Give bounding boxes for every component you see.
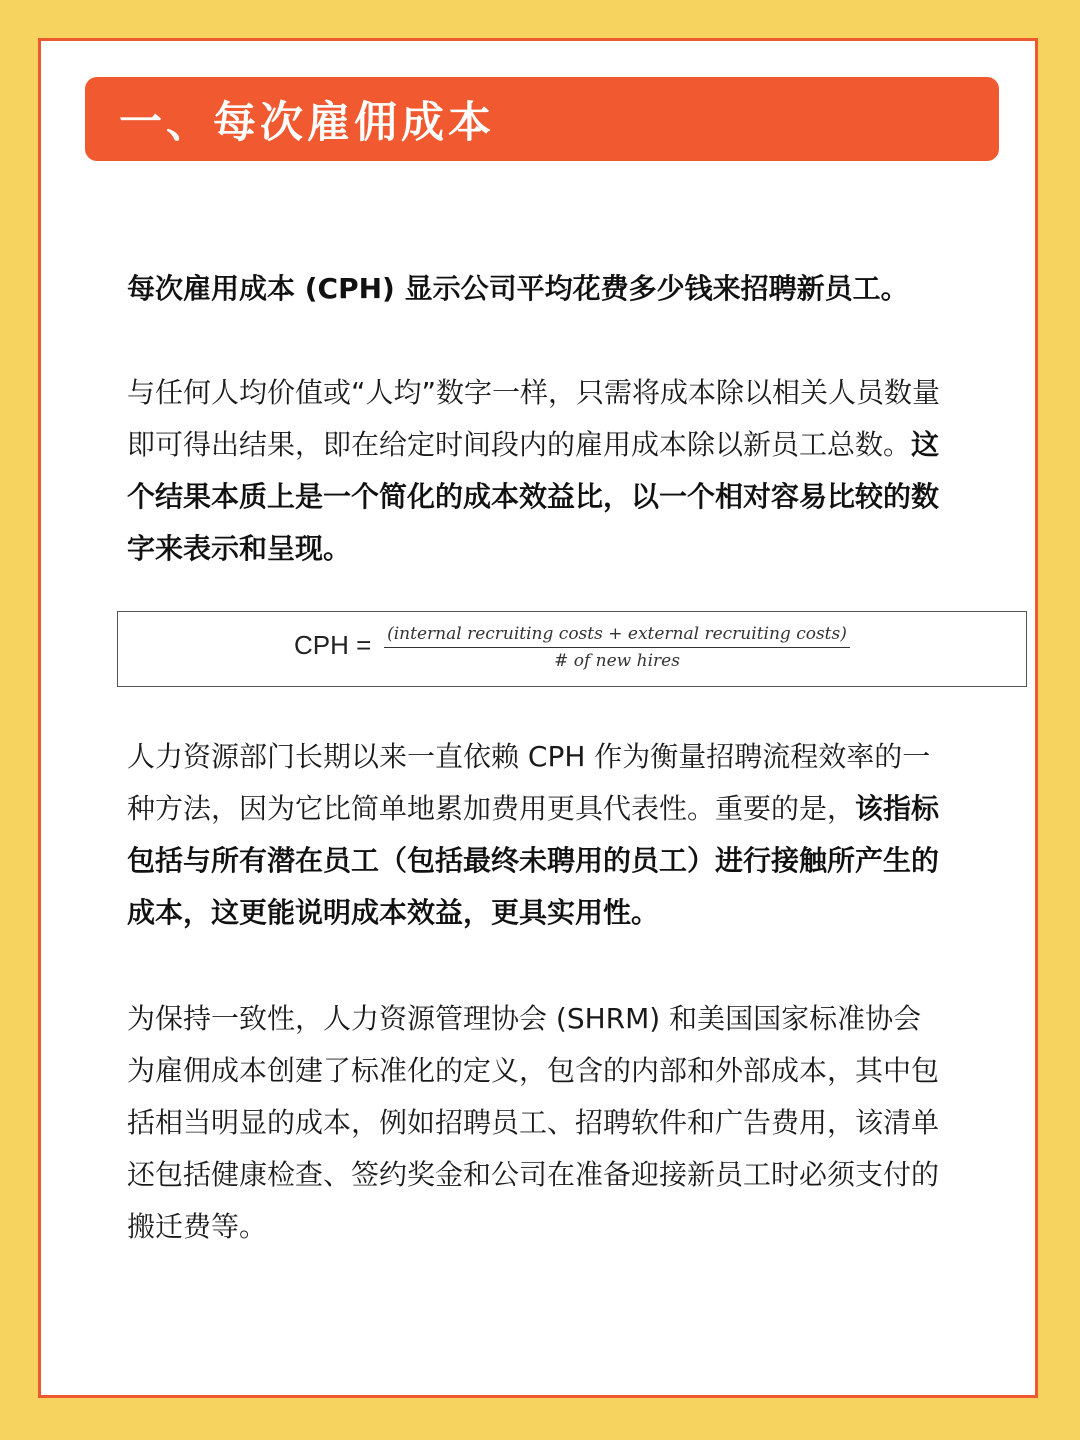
content-card <box>38 38 1038 1398</box>
definition-paragraph <box>127 367 947 575</box>
section-header-banner <box>85 77 999 161</box>
intro-paragraph: 每次雇用成本 (CPH) 显示公司平均花费多少钱来招聘新员工。 <box>127 272 909 305</box>
formula-lhs: CPH = <box>294 630 372 660</box>
formula-box <box>117 611 1027 687</box>
formula-numerator: (internal recruiting costs + external recruiting costs) <box>384 622 850 648</box>
formula-denominator: # of new hires <box>554 651 680 671</box>
definition-text: 与任何人均价值或“人均”数字一样，只需将成本除以相关人员数量即可得出结果，即在给定时间段内的雇用成本除以新员工总数。 <box>127 376 941 461</box>
standards-paragraph: 为保持一致性，人力资源管理协会 (SHRM) 和美国国家标准协会为雇佣成本创建了标准化的定义，包含的内部和外部成本，其中包括相当明显的成本，例如招聘员工、招聘软件和广告费用，该清单还包括健康检查、签约奖金和公司在准备迎接新员工时必须支付的搬迁费等。 <box>127 1002 940 1243</box>
hr-usage-emphasis: 该指标包括与所有潜在员工（包括最终未聘用的员工）进行接触所产生的成本，这更能说明成本效益，更具实用性。 <box>127 792 940 929</box>
formula-fraction <box>384 622 850 674</box>
hr-usage-text: 人力资源部门长期以来一直依赖 CPH 作为衡量招聘流程效率的一种方法，因为它比简单地累加费用更具代表性。重要的是， <box>127 740 931 825</box>
definition-emphasis: 这个结果本质上是一个简化的成本效益比，以一个相对容易比较的数字来表示和呈现。 <box>127 428 940 565</box>
hr-usage-paragraph <box>127 731 947 939</box>
section-title: 一、每次雇佣成本 <box>119 97 495 148</box>
